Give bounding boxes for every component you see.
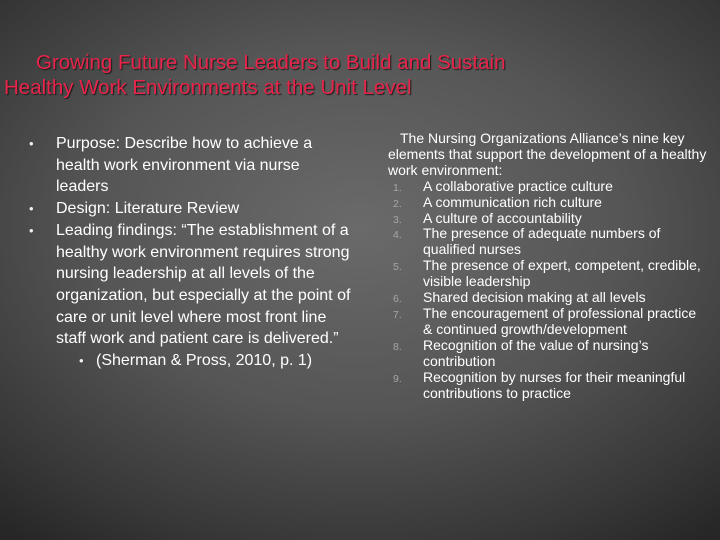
item-text: The presence of expert, competent, credible, visible leadership <box>423 257 701 290</box>
bullet-icon: • <box>29 201 34 217</box>
list-item <box>386 290 708 306</box>
list-item <box>386 306 708 338</box>
right-column <box>386 131 708 401</box>
list-item <box>386 179 708 195</box>
slide-title-line-1: Growing Future Nurse Leaders to Build and Sustain <box>36 51 506 74</box>
item-text: A culture of accountability <box>423 209 582 226</box>
bullet-purpose <box>26 133 356 198</box>
slide-title-line-2: Healthy Work Environments at the Unit Level <box>4 76 412 99</box>
item-text: A collaborative practice culture <box>423 177 613 194</box>
item-number: 8. <box>393 340 402 353</box>
item-text: The encouragement of professional practice & continued growth/development <box>423 304 697 337</box>
item-number: 2. <box>393 197 402 210</box>
item-number: 1. <box>393 181 402 194</box>
item-number: 6. <box>393 293 402 306</box>
elements-intro: The Nursing Organizations Alliance’s nine key elements that support the development of a healthy work environment: <box>388 130 707 178</box>
item-text: The presence of adequate numbers of qualified nurses <box>423 225 661 258</box>
bullet-text: Purpose: Describe how to achieve a health work environment via nurse leaders <box>56 135 313 196</box>
item-text: Recognition by nurses for their meaningful contributions to practice <box>423 368 686 401</box>
citation-text: (Sherman & Pross, 2010, p. 1) <box>96 352 313 370</box>
bullet-icon: • <box>29 136 34 151</box>
item-number: 5. <box>393 261 402 274</box>
slide-title <box>4 50 716 100</box>
left-column <box>26 133 356 372</box>
item-number: 9. <box>393 372 402 385</box>
summary-bullet-list <box>26 133 356 372</box>
bullet-icon: • <box>79 353 84 369</box>
item-text: A communication rich culture <box>423 193 602 210</box>
list-item <box>386 370 708 402</box>
item-number: 4. <box>393 229 402 242</box>
list-item <box>386 195 708 211</box>
item-text: Shared decision making at all levels <box>423 289 646 306</box>
list-item <box>386 338 708 370</box>
bullet-text: Design: Literature Review <box>56 200 240 218</box>
item-text: Recognition of the value of nursing’s contribution <box>423 336 649 369</box>
bullet-design <box>26 198 356 220</box>
bullet-leading-findings <box>26 220 356 350</box>
bullet-text: Leading findings: “The establishment of a healthy work environment requires strong nursing leadership at all levels of the organization, but especially at the point of care or unit level where most front line staff work and patient care is delivered.” <box>56 221 351 348</box>
key-elements-list <box>386 179 708 402</box>
bullet-icon: • <box>29 222 34 238</box>
citation-bullet <box>26 350 356 372</box>
list-item <box>386 226 708 258</box>
item-number: 7. <box>393 308 402 321</box>
list-item <box>386 211 708 227</box>
item-number: 3. <box>393 213 402 226</box>
list-item <box>386 258 708 290</box>
